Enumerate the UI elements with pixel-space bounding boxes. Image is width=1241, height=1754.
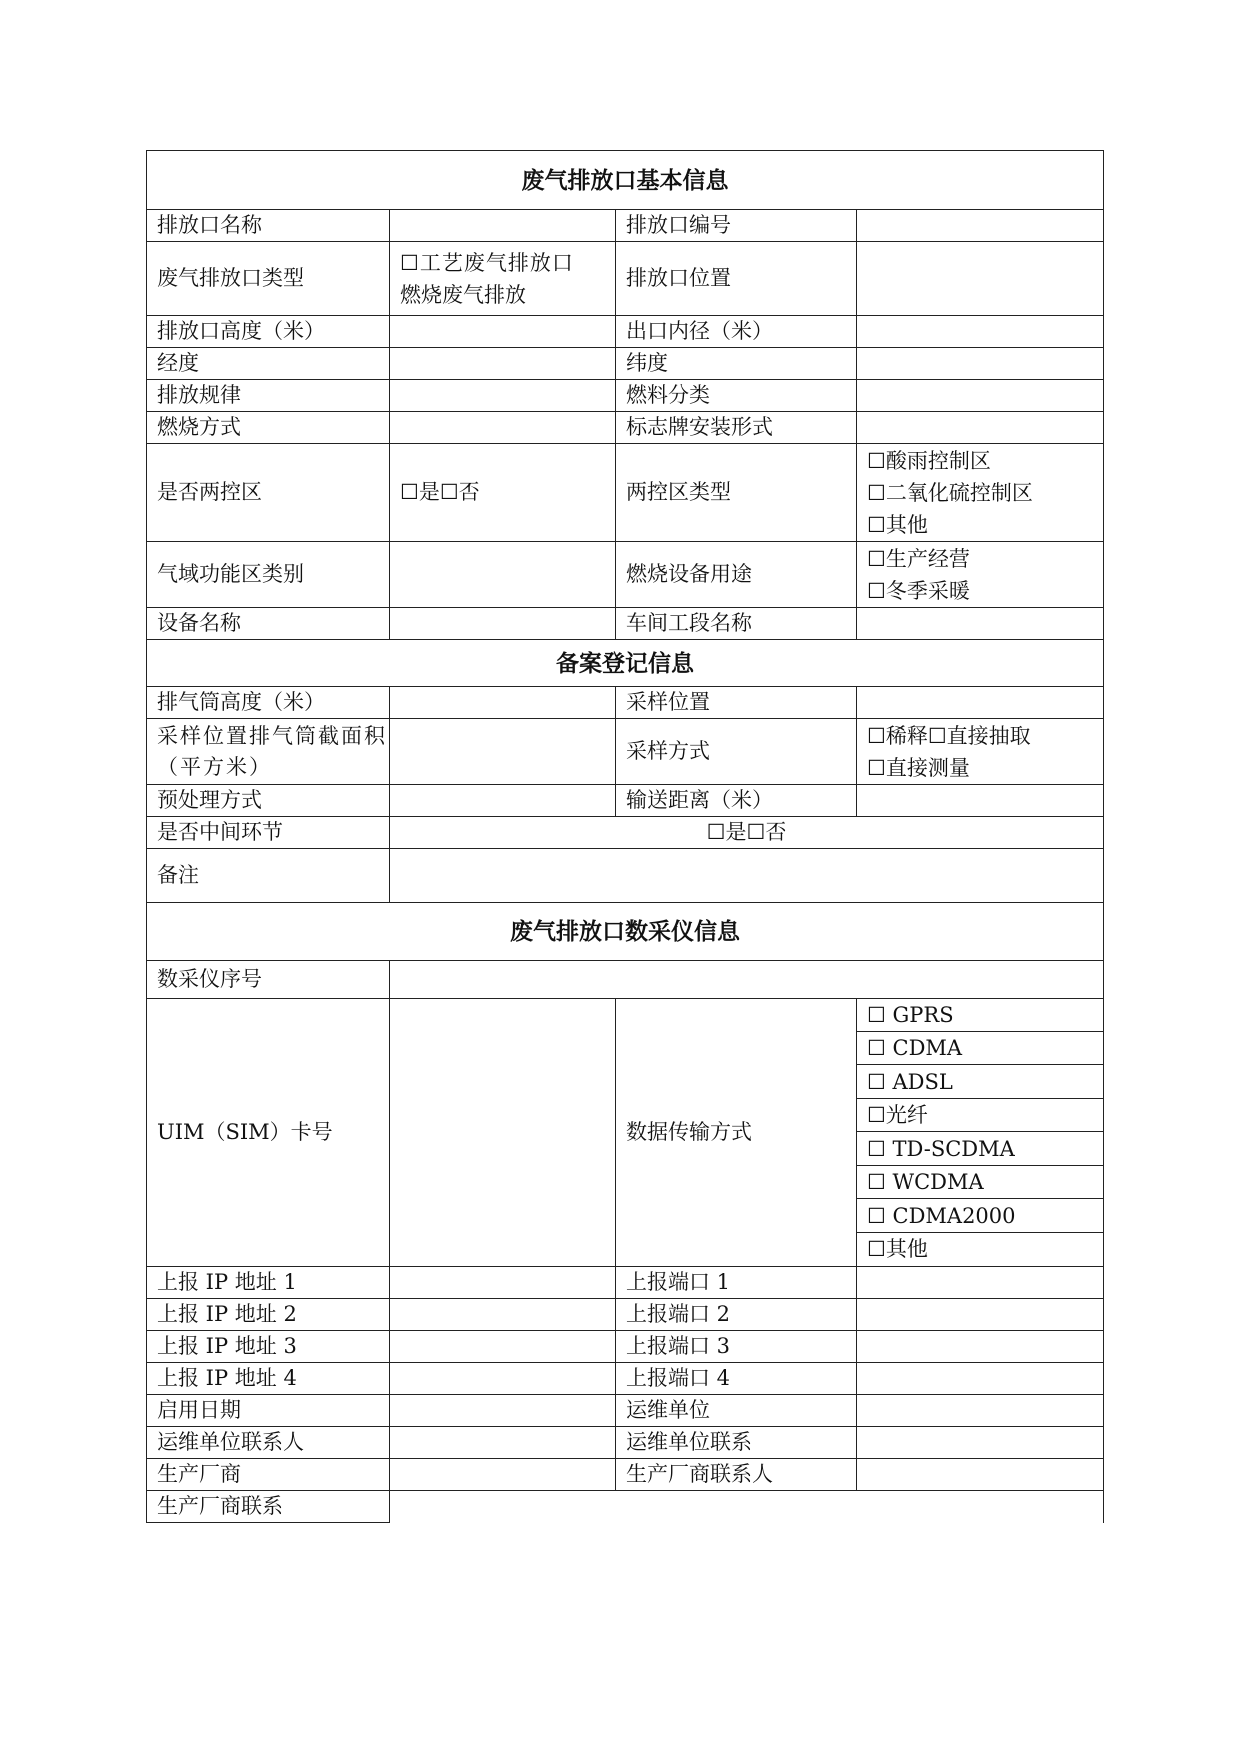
- field-manufacturer[interactable]: [390, 1459, 616, 1491]
- field-fuel-category[interactable]: [857, 380, 1104, 412]
- option-other-zone[interactable]: ☐其他: [867, 512, 928, 537]
- field-start-date[interactable]: [390, 1395, 616, 1427]
- option-other-transmission[interactable]: ☐其他: [867, 1237, 928, 1261]
- option-direct-measure[interactable]: ☐直接测量: [867, 755, 970, 780]
- field-discharge-pattern[interactable]: [390, 380, 616, 412]
- label-pretreatment: 预处理方式: [147, 785, 390, 817]
- label-intermediate-link: 是否中间环节: [147, 817, 390, 849]
- option-dilution-extraction[interactable]: ☐稀释☐直接抽取: [867, 723, 1031, 748]
- field-longitude[interactable]: [390, 348, 616, 380]
- option-fiber[interactable]: ☐光纤: [857, 1099, 1103, 1132]
- field-ip-1[interactable]: [390, 1267, 616, 1299]
- option-cdma[interactable]: ☐ CDMA: [857, 1032, 1103, 1065]
- field-port-4[interactable]: [857, 1363, 1104, 1395]
- field-latitude[interactable]: [857, 348, 1104, 380]
- option-td-scdma[interactable]: ☐ TD-SCDMA: [857, 1132, 1103, 1166]
- section-title-daq: 废气排放口数采仪信息: [147, 903, 1104, 961]
- field-equipment-name[interactable]: [390, 608, 616, 640]
- two-control-zone-yes-no[interactable]: ☐是☐否: [390, 444, 616, 542]
- label-ip-1: 上报 IP 地址 1: [147, 1267, 390, 1299]
- label-outlet-height: 排放口高度（米）: [147, 316, 390, 348]
- label-stack-height: 排气筒高度（米）: [147, 687, 390, 719]
- section-title-basic: 废气排放口基本信息: [147, 151, 1104, 210]
- label-exit-diameter: 出口内径（米）: [616, 316, 857, 348]
- label-stack-area: 采样位置排气筒截面积（平方米）: [147, 719, 390, 785]
- label-daq-serial: 数采仪序号: [147, 961, 390, 999]
- option-winter-heating[interactable]: ☐冬季采暖: [867, 578, 970, 603]
- label-manufacturer-contact: 生产厂商联系: [147, 1491, 390, 1523]
- field-ip-3[interactable]: [390, 1331, 616, 1363]
- label-outlet-type: 废气排放口类型: [147, 242, 390, 316]
- section-title-filing: 备案登记信息: [147, 640, 1104, 687]
- field-maint-contact-person[interactable]: [390, 1427, 616, 1459]
- field-port-2[interactable]: [857, 1299, 1104, 1331]
- field-ip-4[interactable]: [390, 1363, 616, 1395]
- label-ip-4: 上报 IP 地址 4: [147, 1363, 390, 1395]
- field-outlet-code[interactable]: [857, 210, 1104, 242]
- label-two-control-zone-type: 两控区类型: [616, 444, 857, 542]
- outlet-type-options[interactable]: [390, 242, 616, 316]
- option-wcdma[interactable]: ☐ WCDMA: [857, 1166, 1103, 1199]
- field-remarks[interactable]: [390, 849, 1104, 903]
- label-manufacturer: 生产厂商: [147, 1459, 390, 1491]
- label-port-4: 上报端口 4: [616, 1363, 857, 1395]
- label-port-3: 上报端口 3: [616, 1331, 857, 1363]
- field-outlet-height[interactable]: [390, 316, 616, 348]
- label-maint-contact: 运维单位联系: [616, 1427, 857, 1459]
- field-uim-card[interactable]: [390, 999, 616, 1267]
- zone-type-options[interactable]: [857, 444, 1104, 542]
- label-manufacturer-contact-person: 生产厂商联系人: [616, 1459, 857, 1491]
- field-air-function-zone[interactable]: [390, 542, 616, 608]
- field-exit-diameter[interactable]: [857, 316, 1104, 348]
- label-maint-contact-person: 运维单位联系人: [147, 1427, 390, 1459]
- label-longitude: 经度: [147, 348, 390, 380]
- label-transport-distance: 输送距离（米）: [616, 785, 857, 817]
- label-discharge-pattern: 排放规律: [147, 380, 390, 412]
- label-transmission: 数据传输方式: [616, 999, 857, 1267]
- label-ip-3: 上报 IP 地址 3: [147, 1331, 390, 1363]
- label-maint-unit: 运维单位: [616, 1395, 857, 1427]
- field-sign-install-form[interactable]: [857, 412, 1104, 444]
- field-combustion-mode[interactable]: [390, 412, 616, 444]
- label-equipment-use: 燃烧设备用途: [616, 542, 857, 608]
- label-combustion-mode: 燃烧方式: [147, 412, 390, 444]
- label-equipment-name: 设备名称: [147, 608, 390, 640]
- field-manufacturer-contact[interactable]: [390, 1491, 1104, 1523]
- option-combustion-exhaust[interactable]: 燃烧废气排放: [400, 282, 526, 307]
- label-port-1: 上报端口 1: [616, 1267, 857, 1299]
- equipment-use-options[interactable]: [857, 542, 1104, 608]
- label-latitude: 纬度: [616, 348, 857, 380]
- field-outlet-location[interactable]: [857, 242, 1104, 316]
- label-sign-install-form: 标志牌安装形式: [616, 412, 857, 444]
- field-stack-area[interactable]: [390, 719, 616, 785]
- label-sampling-method: 采样方式: [616, 719, 857, 785]
- field-daq-serial[interactable]: [390, 961, 1104, 999]
- label-air-function-zone: 气域功能区类别: [147, 542, 390, 608]
- field-ip-2[interactable]: [390, 1299, 616, 1331]
- field-outlet-name[interactable]: [390, 210, 616, 242]
- field-manufacturer-contact-person[interactable]: [857, 1459, 1104, 1491]
- exhaust-outlet-form: [146, 150, 1104, 1523]
- option-so2-zone[interactable]: ☐二氧化硫控制区: [867, 480, 1033, 505]
- option-process-exhaust[interactable]: ☐工艺废气排放口: [400, 250, 574, 275]
- label-outlet-name: 排放口名称: [147, 210, 390, 242]
- field-maint-contact[interactable]: [857, 1427, 1104, 1459]
- label-sampling-position: 采样位置: [616, 687, 857, 719]
- option-gprs[interactable]: ☐ GPRS: [857, 999, 1103, 1032]
- field-pretreatment[interactable]: [390, 785, 616, 817]
- sampling-method-options[interactable]: [857, 719, 1104, 785]
- field-workshop-name[interactable]: [857, 608, 1104, 640]
- label-remarks: 备注: [147, 849, 390, 903]
- option-production[interactable]: ☐生产经营: [867, 546, 970, 571]
- field-port-1[interactable]: [857, 1267, 1104, 1299]
- label-start-date: 启用日期: [147, 1395, 390, 1427]
- label-outlet-code: 排放口编号: [616, 210, 857, 242]
- label-uim-card: UIM（SIM）卡号: [147, 999, 390, 1267]
- label-fuel-category: 燃料分类: [616, 380, 857, 412]
- field-sampling-position[interactable]: [857, 687, 1104, 719]
- label-outlet-location: 排放口位置: [616, 242, 857, 316]
- field-transport-distance[interactable]: [857, 785, 1104, 817]
- option-adsl[interactable]: ☐ ADSL: [857, 1065, 1103, 1099]
- label-ip-2: 上报 IP 地址 2: [147, 1299, 390, 1331]
- transmission-options[interactable]: [857, 999, 1104, 1267]
- label-two-control-zone: 是否两控区: [147, 444, 390, 542]
- option-acid-rain-zone[interactable]: ☐酸雨控制区: [867, 448, 991, 473]
- label-workshop-name: 车间工段名称: [616, 608, 857, 640]
- field-stack-height[interactable]: [390, 687, 616, 719]
- label-port-2: 上报端口 2: [616, 1299, 857, 1331]
- option-cdma2000[interactable]: ☐ CDMA2000: [857, 1199, 1103, 1233]
- intermediate-link-yes-no[interactable]: ☐是☐否: [390, 817, 1104, 849]
- field-maint-unit[interactable]: [857, 1395, 1104, 1427]
- field-port-3[interactable]: [857, 1331, 1104, 1363]
